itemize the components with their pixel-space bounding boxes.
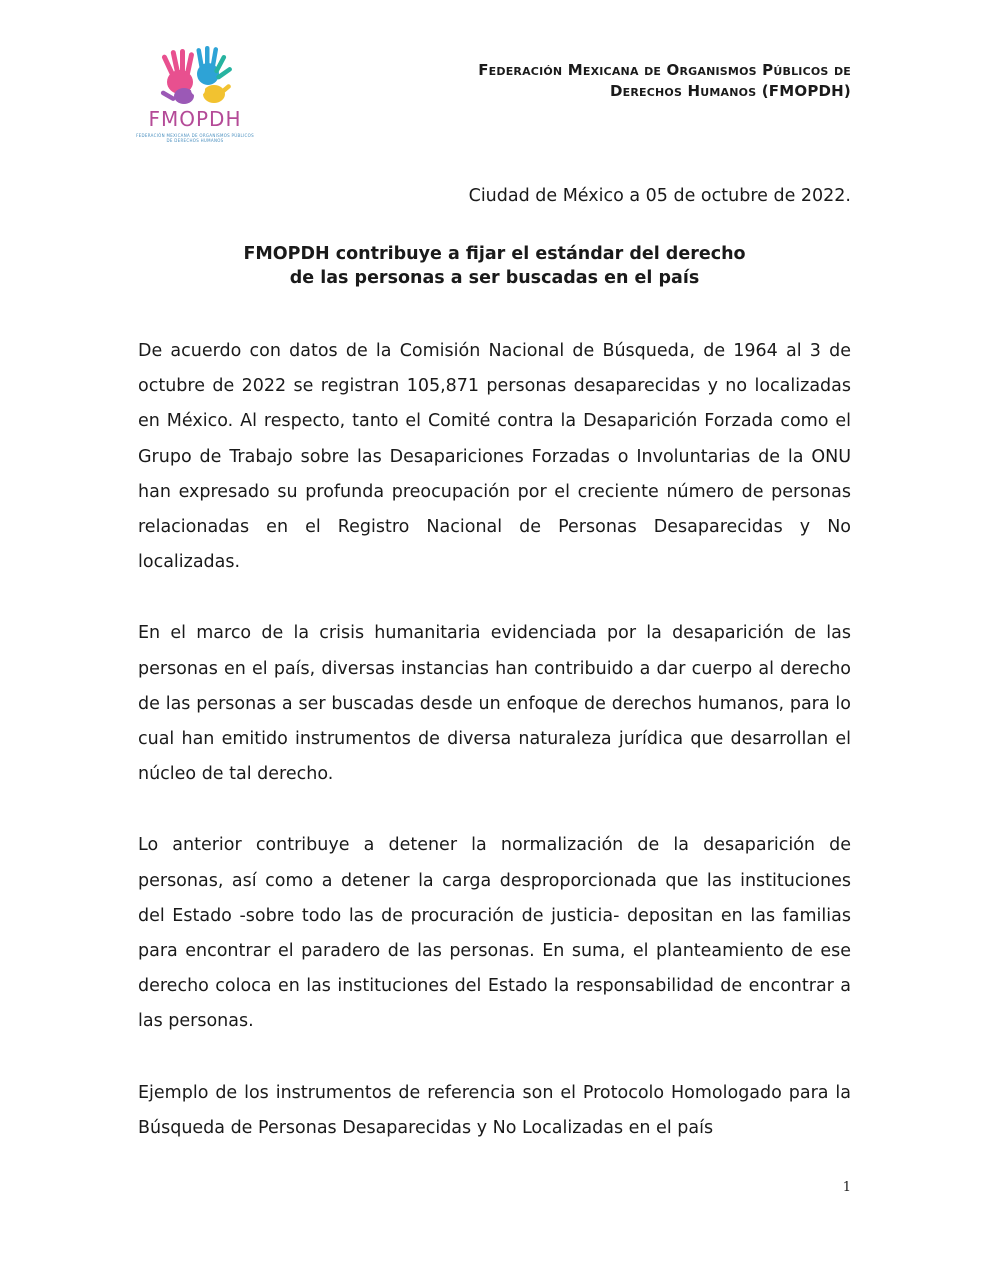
- paragraph-4: Ejemplo de los instrumentos de referencia son el Protocolo Homologado para la Búsqueda de Personas Desaparecidas y No Localizadas en el país: [138, 1082, 851, 1138]
- document-title-line2: de las personas a ser buscadas en el país: [289, 268, 700, 288]
- fmopdh-logo: [136, 44, 254, 148]
- hands-logo-icon: [136, 44, 254, 108]
- paragraph-3: Lo anterior contribuye a detener la normalización de la desaparición de personas, así como a detener la carga desproporcionada que las instituciones del Estado -sobre todo las de procuración de justicia- depositan en las familias para encontrar el paradero de las personas. En suma, el planteamiento de ese derecho coloca en las instituciones del Estado la responsabilidad de encontrar a las personas.: [138, 835, 851, 1032]
- organization-header: [291, 60, 851, 102]
- document-title: [138, 242, 851, 290]
- logo-acronym: FMOPDH: [148, 107, 242, 131]
- document-body: [138, 334, 851, 1182]
- organization-header-line2: Derechos Humanos (FMOPDH): [609, 82, 851, 100]
- paragraph-1: De acuerdo con datos de la Comisión Nacional de Búsqueda, de 1964 al 3 de octubre de 2022 se registran 105,871 personas desaparecidas y no localizadas en México. Al respecto, tanto el Comité contra la Desaparición Forzada como el Grupo de Trabajo sobre las Desapariciones Forzadas o Involuntarias de la ONU han expresado su profunda preocupación por el creciente número de personas relacionadas en el Registro Nacional de Personas Desaparecidas y No localizadas.: [138, 341, 851, 573]
- logo-subtitle: FEDERACIÓN MEXICANA DE ORGANISMOS PÚBLICOS DE DERECHOS HUMANOS: [136, 133, 254, 143]
- date-line: Ciudad de México a 05 de octubre de 2022.: [468, 186, 851, 206]
- paragraph-2: En el marco de la crisis humanitaria evidenciada por la desaparición de las personas en el país, diversas instancias han contribuido a dar cuerpo al derecho de las personas a ser buscadas desde un enfoque de derechos humanos, para lo cual han emitido instrumentos de diversa naturaleza jurídica que desarrollan el núcleo de tal derecho.: [138, 623, 851, 785]
- page-number: 1: [842, 1180, 851, 1195]
- document-title-line1: FMOPDH contribuye a fijar el estándar del derecho: [243, 244, 746, 264]
- organization-header-line1: Federación Mexicana de Organismos Públicos de: [478, 61, 851, 79]
